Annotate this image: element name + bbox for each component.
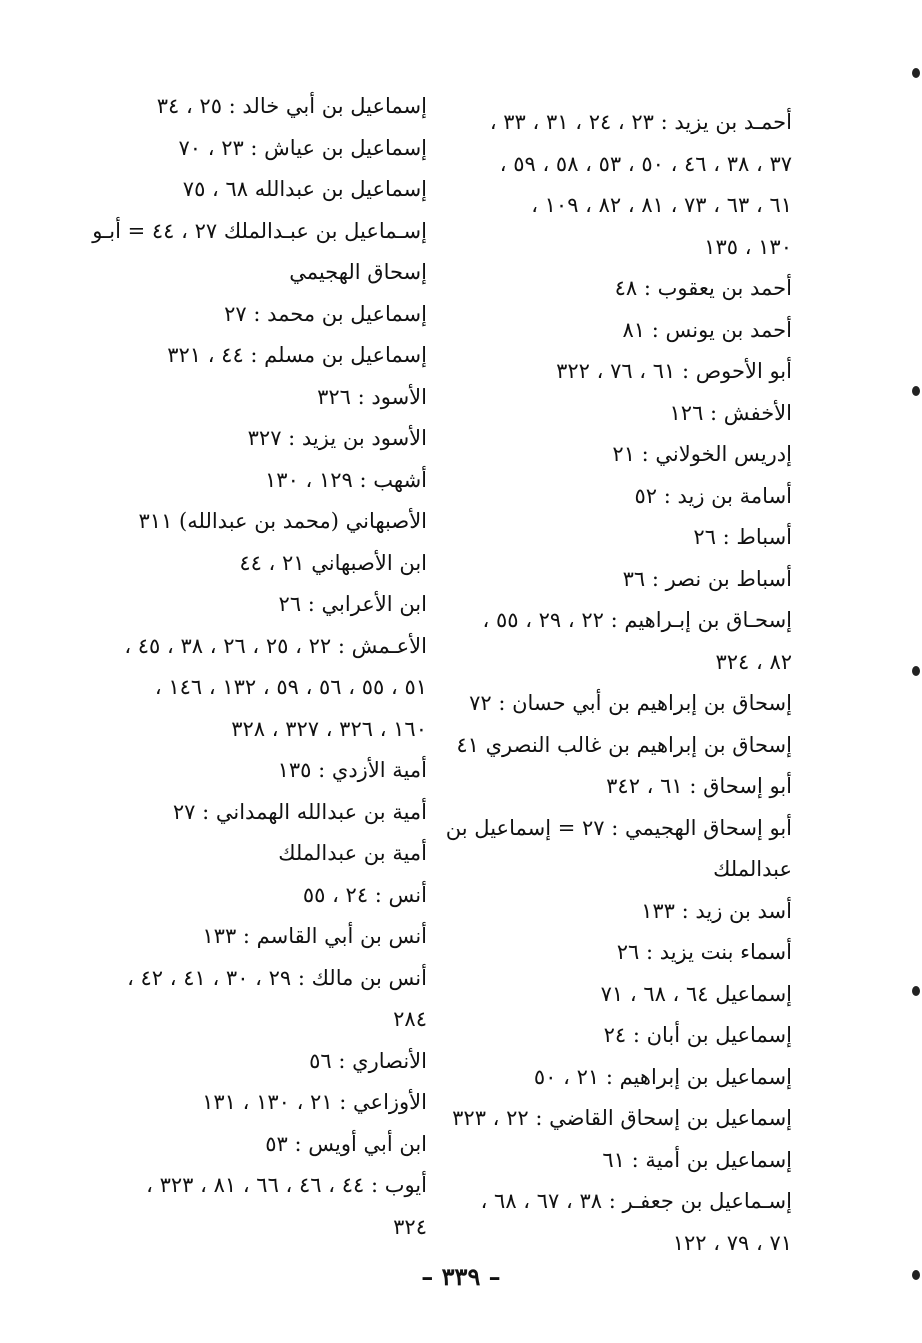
index-line: أسماء بنت يزيد : ٢٦ bbox=[616, 940, 792, 964]
index-line: إسماعيل بن عبدالله ٦٨ ، ٧٥ bbox=[182, 177, 427, 201]
page-number: – ٣٣٩ – bbox=[421, 1262, 501, 1291]
index-line: أحمد بن يونس : ٨١ bbox=[622, 317, 792, 342]
index-line: إسحـاق بن إبـراهيم : ٢٢ ، ٢٩ ، ٥٥ ، bbox=[482, 608, 792, 632]
index-line: إسـماعيل بن جعفـر : ٣٨ ، ٦٧ ، ٦٨ ، bbox=[480, 1189, 792, 1213]
index-line: ٧١ ، ٧٩ ، ١٢٢ bbox=[672, 1230, 792, 1255]
index-line: الأصبهاني (محمد بن عبدالله) ٣١١ bbox=[138, 509, 427, 533]
index-line: أنس : ٢٤ ، ٥٥ bbox=[302, 882, 427, 907]
index-line: إسماعيل بن محمد : ٢٧ bbox=[224, 301, 427, 326]
index-line: إسماعيل بن مسلم : ٤٤ ، ٣٢١ bbox=[167, 343, 427, 367]
index-line: ابن أبي أويس : ٥٣ bbox=[265, 1131, 427, 1156]
index-line: إسماعيل بن إسحاق القاضي : ٢٢ ، ٣٢٣ bbox=[452, 1106, 792, 1130]
index-line: ٨٢ ، ٣٢٤ bbox=[715, 649, 792, 674]
index-line: الأنصاري : ٥٦ bbox=[309, 1048, 427, 1073]
index-line: أسباط بن نصر : ٣٦ bbox=[622, 566, 792, 591]
index-line: أمية الأزدي : ١٣٥ bbox=[277, 758, 427, 782]
index-line: أسد بن زيد : ١٣٣ bbox=[641, 898, 792, 923]
index-line: إسماعيل بن أمية : ٦١ bbox=[602, 1147, 792, 1172]
index-line: ٥١ ، ٥٥ ، ٥٦ ، ٥٩ ، ١٣٢ ، ١٤٦ ، bbox=[154, 675, 427, 699]
margin-mark bbox=[912, 68, 920, 78]
index-line: إسحاق الهجيمي bbox=[289, 260, 427, 284]
margin-mark bbox=[912, 666, 920, 676]
index-line: أبو إسحاق : ٦١ ، ٣٤٢ bbox=[606, 774, 792, 798]
margin-mark bbox=[912, 386, 920, 396]
index-line: إسماعيل بن عياش : ٢٣ ، ٧٠ bbox=[178, 135, 427, 160]
index-line: إسـماعيل بن عبـدالملك ٢٧ ، ٤٤ = أبـو bbox=[92, 218, 427, 243]
index-line: أسامة بن زيد : ٥٢ bbox=[634, 483, 792, 508]
index-line: الأسود : ٣٢٦ bbox=[317, 384, 427, 409]
index-line: الأعـمش : ٢٢ ، ٢٥ ، ٢٦ ، ٣٨ ، ٤٥ ، bbox=[124, 633, 427, 658]
index-line: الأخفش : ١٢٦ bbox=[669, 400, 792, 425]
index-line: إسحاق بن إبراهيم بن غالب النصري ٤١ bbox=[456, 732, 792, 757]
index-line: أمية بن عبدالله الهمداني : ٢٧ bbox=[172, 799, 427, 824]
index-line: أمية بن عبدالملك bbox=[278, 841, 427, 865]
index-line: أشهب : ١٢٩ ، ١٣٠ bbox=[265, 467, 427, 492]
index-column-left bbox=[82, 86, 427, 1248]
margin-mark bbox=[912, 1270, 920, 1280]
index-line: عبدالملك bbox=[713, 857, 792, 881]
index-line: أنس بن أبي القاسم : ١٣٣ bbox=[202, 924, 427, 948]
index-line: أبو الأحوص : ٦١ ، ٧٦ ، ٣٢٢ bbox=[556, 359, 792, 383]
index-line: إسحاق بن إبراهيم بن أبي حسان : ٧٢ bbox=[469, 691, 792, 715]
index-line: أحمد بن يعقوب : ٤٨ bbox=[614, 276, 792, 300]
index-line: ١٦٠ ، ٣٢٦ ، ٣٢٧ ، ٣٢٨ bbox=[231, 716, 427, 741]
index-line: ابن الأصبهاني ٢١ ، ٤٤ bbox=[239, 550, 427, 575]
index-line: ١٣٠ ، ١٣٥ bbox=[704, 234, 792, 259]
index-line: أحمـد بن يزيد : ٢٣ ، ٢٤ ، ٣١ ، ٣٣ ، bbox=[489, 110, 792, 134]
index-line: أبو إسحاق الهجيمي : ٢٧ = إسماعيل بن bbox=[445, 815, 792, 840]
index-line: أسباط : ٢٦ bbox=[693, 525, 792, 549]
index-line: الأسود بن يزيد : ٣٢٧ bbox=[247, 426, 427, 450]
margin-mark bbox=[912, 986, 920, 996]
index-line: أيوب : ٤٤ ، ٤٦ ، ٦٦ ، ٨١ ، ٣٢٣ ، bbox=[146, 1173, 427, 1197]
index-line: أنس بن مالك : ٢٩ ، ٣٠ ، ٤١ ، ٤٢ ، bbox=[127, 965, 427, 990]
index-column-right bbox=[442, 102, 792, 1264]
index-line: ٣٢٤ bbox=[393, 1214, 427, 1239]
index-line: ٢٨٤ bbox=[393, 1007, 427, 1031]
index-line: إسماعيل بن إبراهيم : ٢١ ، ٥٠ bbox=[533, 1064, 792, 1089]
index-line: إسماعيل بن أبان : ٢٤ bbox=[603, 1023, 792, 1047]
index-line: ٣٧ ، ٣٨ ، ٤٦ ، ٥٠ ، ٥٣ ، ٥٨ ، ٥٩ ، bbox=[499, 151, 792, 176]
index-line: ٦١ ، ٦٣ ، ٧٣ ، ٨١ ، ٨٢ ، ١٠٩ ، bbox=[531, 193, 792, 217]
index-line: إدريس الخولاني : ٢١ bbox=[612, 442, 792, 466]
index-line: ابن الأعرابي : ٢٦ bbox=[278, 592, 427, 616]
index-line: إسماعيل بن أبي خالد : ٢٥ ، ٣٤ bbox=[156, 94, 427, 118]
index-line: الأوزاعي : ٢١ ، ١٣٠ ، ١٣١ bbox=[202, 1090, 427, 1114]
index-line: إسماعيل ٦٤ ، ٦٨ ، ٧١ bbox=[600, 981, 792, 1006]
